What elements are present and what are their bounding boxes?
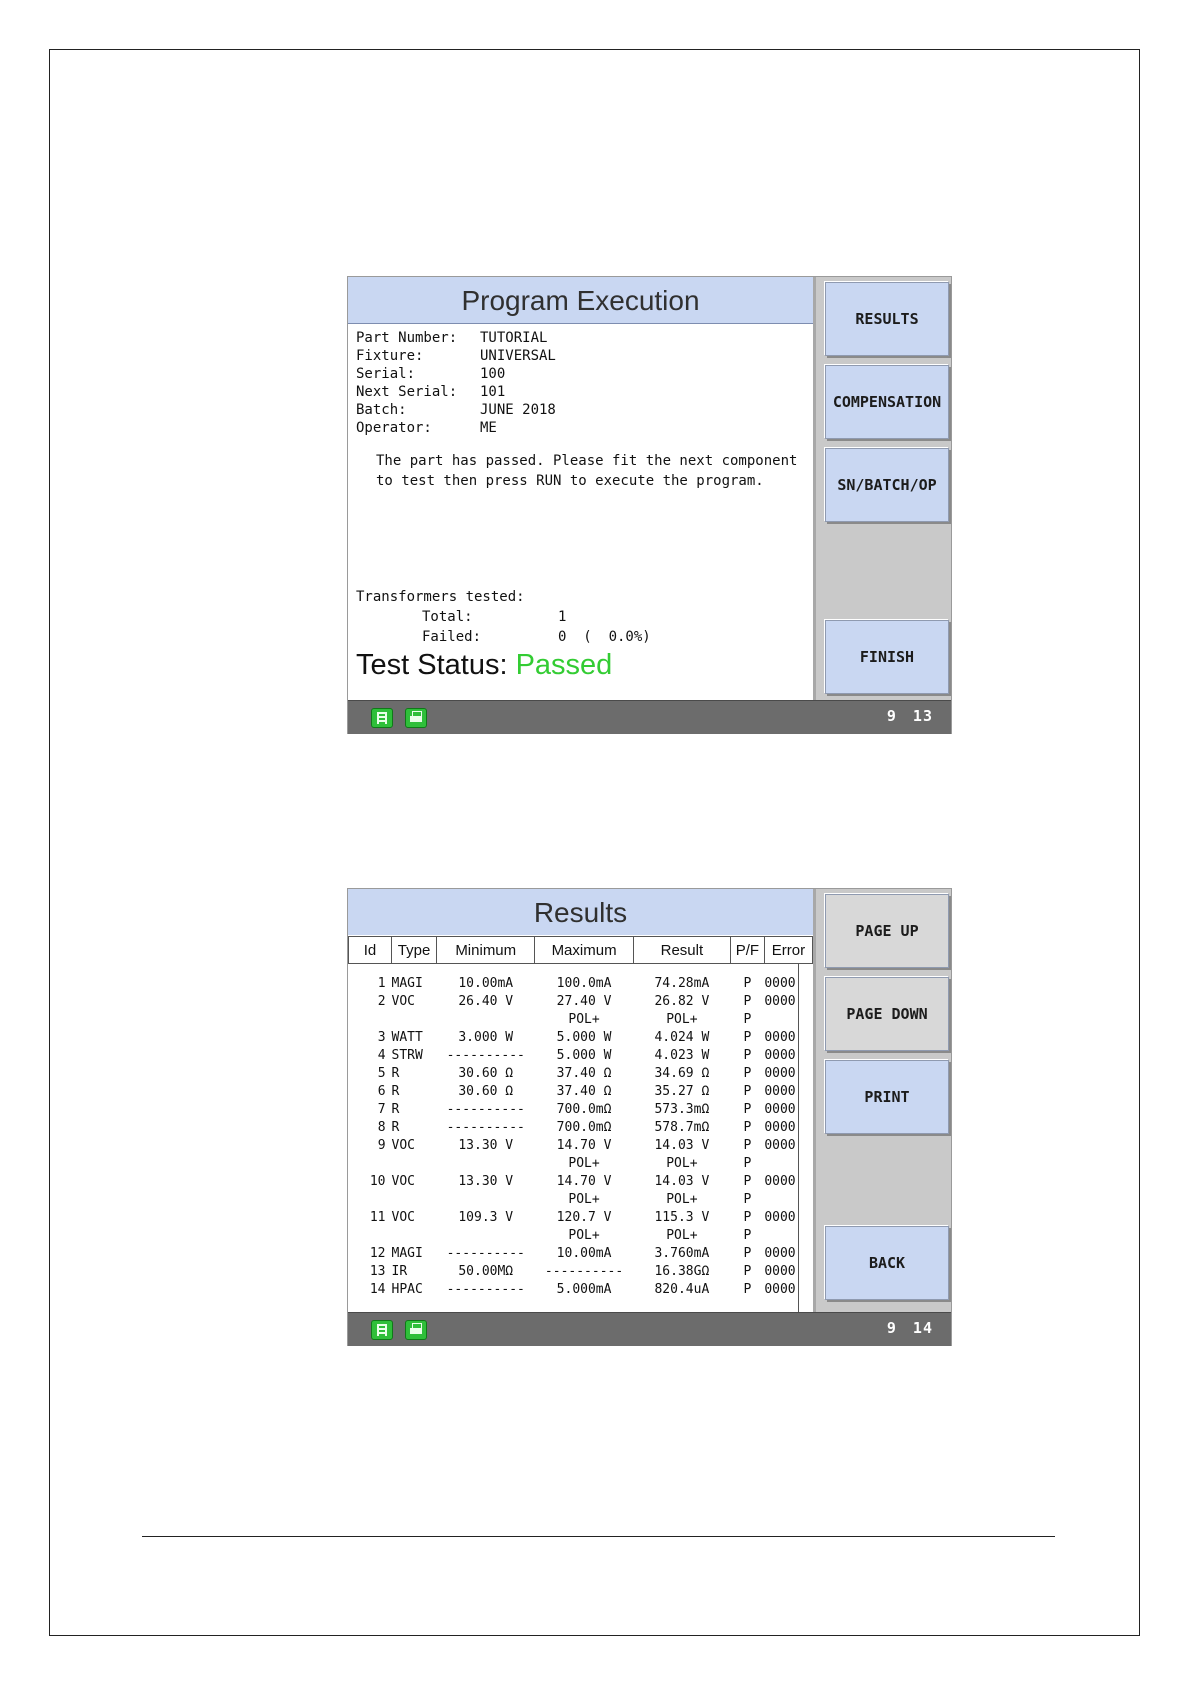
main-panel [348, 277, 816, 700]
cell-pf: P [743, 975, 752, 991]
info-value: 100 [480, 366, 506, 382]
cell-min [437, 1154, 535, 1172]
cell-max: POL+ [568, 1227, 600, 1243]
cell-pf: P [743, 1155, 752, 1171]
footer-rule [142, 1536, 1055, 1537]
cell-max: 120.7 V [556, 1209, 612, 1225]
table-row [349, 1010, 813, 1028]
cell-pf: P [743, 1209, 752, 1225]
cell-type: VOC [391, 1173, 415, 1189]
cell-error [764, 1154, 812, 1172]
message-line: to test then press RUN to execute the program. [376, 473, 764, 489]
cell-min: ---------- [446, 1047, 525, 1063]
printer-icon[interactable] [405, 1320, 427, 1340]
total-label: Total: [422, 609, 473, 625]
cell-error: 0000 [764, 1281, 796, 1297]
test-status-label: Test Status: [356, 649, 508, 681]
cell-type: STRW [391, 1047, 423, 1063]
cell-result: 3.760mA [654, 1245, 710, 1261]
cell-pf: P [743, 1011, 752, 1027]
side-button-panel [816, 277, 953, 700]
table-row [349, 1208, 813, 1226]
failed-row [356, 627, 651, 647]
info-label: Next Serial: [356, 384, 458, 400]
cell-min: 109.3 V [458, 1209, 514, 1225]
cell-result: 578.7mΩ [654, 1119, 710, 1135]
cell-min: ---------- [446, 1245, 525, 1261]
cell-type: R [391, 1101, 400, 1117]
cell-type: R [391, 1065, 400, 1081]
table-row [349, 1226, 813, 1244]
cell-id [349, 1226, 392, 1244]
cell-max: 14.70 V [556, 1173, 612, 1189]
cell-max: 5.000 W [556, 1029, 612, 1045]
cell-result: 74.28mA [654, 975, 710, 991]
cell-min: ---------- [446, 1119, 525, 1135]
cell-max: 37.40 Ω [556, 1083, 612, 1099]
compensation-button[interactable]: COMPENSATION [825, 365, 949, 439]
cell-error: 0000 [764, 1173, 796, 1189]
table-row [349, 1082, 813, 1100]
cell-id: 13 [369, 1263, 386, 1279]
info-label: Operator: [356, 420, 432, 436]
cell-max: POL+ [568, 1191, 600, 1207]
cell-pf: P [743, 1281, 752, 1297]
info-value: UNIVERSAL [480, 348, 556, 364]
cell-error: 0000 [764, 1209, 796, 1225]
cell-id: 10 [369, 1173, 386, 1189]
cell-max: 14.70 V [556, 1137, 612, 1153]
cell-max: 700.0mΩ [556, 1119, 612, 1135]
cell-max: 5.000 W [556, 1047, 612, 1063]
table-row [349, 1190, 813, 1208]
cell-result: 26.82 V [654, 993, 710, 1009]
status-bar-numbers: 9 13 [886, 707, 933, 725]
cell-max: 5.000mA [556, 1281, 612, 1297]
table-row [349, 1136, 813, 1154]
cell-pf: P [743, 1047, 752, 1063]
info-row-serial [356, 365, 556, 383]
table-spacer [349, 964, 813, 975]
cell-result: POL+ [666, 1191, 698, 1207]
cell-result: 820.4uA [654, 1281, 710, 1297]
cell-id: 3 [377, 1029, 386, 1045]
cell-error [764, 1190, 812, 1208]
info-row-next-serial [356, 383, 556, 401]
cell-pf: P [743, 1119, 752, 1135]
column-header-minimum: Minimum [437, 937, 535, 964]
cell-type [392, 1010, 437, 1028]
cell-type: IR [391, 1263, 408, 1279]
table-row [349, 1100, 813, 1118]
cell-min: ---------- [446, 1101, 525, 1117]
info-label: Serial: [356, 366, 416, 382]
cell-result: POL+ [666, 1227, 698, 1243]
side-button-panel [816, 889, 953, 1312]
cell-pf: P [743, 1227, 752, 1243]
info-row-part-number [356, 329, 556, 347]
cell-pf: P [743, 1245, 752, 1261]
transformers-label: Transformers tested: [356, 589, 525, 605]
table-scroll-divider [798, 963, 799, 1312]
cell-type: R [391, 1083, 400, 1099]
cell-error [764, 1226, 812, 1244]
cell-min: 13.30 V [458, 1173, 514, 1189]
cell-error: 0000 [764, 975, 796, 991]
cell-id [349, 1190, 392, 1208]
cell-type: HPAC [391, 1281, 423, 1297]
cell-pf: P [743, 1173, 752, 1189]
table-row [349, 992, 813, 1010]
failed-label: Failed: [422, 629, 482, 645]
table-row [349, 1046, 813, 1064]
column-header-id: Id [349, 937, 392, 964]
status-message [376, 451, 797, 491]
info-row-operator [356, 419, 556, 437]
column-header-pf: P/F [731, 937, 765, 964]
cell-pf: P [743, 1065, 752, 1081]
cell-min [437, 1010, 535, 1028]
cell-result: POL+ [666, 1011, 698, 1027]
cell-id [349, 1010, 392, 1028]
status-bar-numbers: 9 14 [886, 1319, 933, 1337]
screen-title: Results [348, 889, 813, 935]
results-body [349, 964, 813, 1299]
cell-result: POL+ [666, 1155, 698, 1171]
cell-max: POL+ [568, 1011, 600, 1027]
info-value: JUNE 2018 [480, 402, 556, 418]
cell-error [764, 1010, 812, 1028]
column-header-type: Type [392, 937, 437, 964]
table-row [349, 1280, 813, 1298]
cell-type: WATT [391, 1029, 423, 1045]
table-row [349, 1244, 813, 1262]
cell-error: 0000 [764, 1047, 796, 1063]
cell-id: 7 [377, 1101, 386, 1117]
cell-max: 700.0mΩ [556, 1101, 612, 1117]
cell-id: 12 [369, 1245, 386, 1261]
cell-error: 0000 [764, 1263, 796, 1279]
cell-min: 13.30 V [458, 1137, 514, 1153]
cell-error: 0000 [764, 1083, 796, 1099]
info-label: Batch: [356, 402, 407, 418]
results-table [348, 936, 813, 1298]
info-label: Fixture: [356, 348, 424, 364]
status-bar [348, 1312, 951, 1346]
cell-id: 1 [377, 975, 386, 991]
cell-result: 34.69 Ω [654, 1065, 710, 1081]
failed-value: 0 ( 0.0%) [558, 629, 651, 645]
cell-error: 0000 [764, 1245, 796, 1261]
cell-result: 4.024 W [654, 1029, 710, 1045]
column-header-result: Result [633, 937, 730, 964]
printer-icon[interactable] [405, 708, 427, 728]
table-row [349, 1064, 813, 1082]
cell-result: 573.3mΩ [654, 1101, 710, 1117]
transformers-summary [356, 587, 651, 647]
cell-max: 37.40 Ω [556, 1065, 612, 1081]
cell-error: 0000 [764, 1029, 796, 1045]
cell-type: MAGI [391, 1245, 423, 1261]
main-panel [348, 889, 816, 1312]
cell-pf: P [743, 1083, 752, 1099]
cell-id: 5 [377, 1065, 386, 1081]
cell-pf: P [743, 1137, 752, 1153]
screen-title: Program Execution [348, 277, 813, 324]
cell-min: 50.00MΩ [458, 1263, 514, 1279]
cell-max: 100.0mA [556, 975, 612, 991]
table-row [349, 1118, 813, 1136]
info-value: ME [480, 420, 497, 436]
cell-id: 8 [377, 1119, 386, 1135]
back-button[interactable]: BACK [825, 1226, 949, 1300]
column-header-error: Error [764, 937, 812, 964]
cell-min: 30.60 Ω [458, 1083, 514, 1099]
cell-min: 10.00mA [458, 975, 514, 991]
cell-result: 16.38GΩ [654, 1263, 710, 1279]
info-row-batch [356, 401, 556, 419]
cell-min: ---------- [446, 1281, 525, 1297]
page-down-button[interactable]: PAGE DOWN [825, 977, 949, 1051]
cell-pf: P [743, 1101, 752, 1117]
message-line: The part has passed. Please fit the next component [376, 453, 798, 469]
page-up-button[interactable]: PAGE UP [825, 894, 949, 968]
cell-id: 6 [377, 1083, 386, 1099]
cell-type: MAGI [391, 975, 423, 991]
cell-result: 115.3 V [654, 1209, 710, 1225]
cell-max: POL+ [568, 1155, 600, 1171]
info-row-fixture [356, 347, 556, 365]
cell-min: 26.40 V [458, 993, 514, 1009]
cell-id: 11 [369, 1209, 386, 1225]
cell-error: 0000 [764, 1101, 796, 1117]
cell-max: ---------- [544, 1263, 624, 1279]
table-row [349, 1172, 813, 1190]
cell-max: 27.40 V [556, 993, 612, 1009]
info-value: 101 [480, 384, 506, 400]
cell-error: 0000 [764, 1065, 796, 1081]
cell-min: 30.60 Ω [458, 1065, 514, 1081]
info-label: Part Number: [356, 330, 458, 346]
table-row [349, 1154, 813, 1172]
cell-type: VOC [391, 1209, 415, 1225]
program-execution-screen [347, 276, 952, 734]
cell-id: 2 [377, 993, 386, 1009]
cell-type: R [391, 1119, 400, 1135]
cell-result: 4.023 W [654, 1047, 710, 1063]
finish-button[interactable]: FINISH [825, 620, 949, 694]
total-value: 1 [558, 609, 567, 625]
column-header-maximum: Maximum [535, 937, 633, 964]
cell-min [437, 1226, 535, 1244]
cell-type [392, 1190, 437, 1208]
results-screen [347, 888, 952, 1346]
cell-min [437, 1190, 535, 1208]
cell-min: 3.000 W [458, 1029, 514, 1045]
sn-batch-op-button[interactable]: SN/BATCH/OP [825, 448, 949, 522]
table-row [349, 974, 813, 992]
cell-error: 0000 [764, 1137, 796, 1153]
table-row [349, 1262, 813, 1280]
test-status-value: Passed [515, 649, 613, 681]
list-icon[interactable] [371, 1320, 393, 1340]
cell-id: 4 [377, 1047, 386, 1063]
info-value: TUTORIAL [480, 330, 548, 346]
cell-type: VOC [391, 1137, 415, 1153]
cell-pf: P [743, 993, 752, 1009]
cell-error: 0000 [764, 993, 796, 1009]
cell-id: 9 [377, 1137, 386, 1153]
test-status [356, 649, 612, 682]
cell-pf: P [743, 1191, 752, 1207]
cell-result: 14.03 V [654, 1137, 710, 1153]
total-row [356, 607, 651, 627]
cell-result: 14.03 V [654, 1173, 710, 1189]
cell-max: 10.00mA [556, 1245, 612, 1261]
cell-error: 0000 [764, 1119, 796, 1135]
status-bar [348, 700, 951, 734]
cell-type: VOC [391, 993, 415, 1009]
cell-type [392, 1154, 437, 1172]
cell-pf: P [743, 1263, 752, 1279]
results-button[interactable]: RESULTS [825, 282, 949, 356]
table-header [349, 937, 813, 964]
print-button[interactable]: PRINT [825, 1060, 949, 1134]
cell-id [349, 1154, 392, 1172]
cell-pf: P [743, 1029, 752, 1045]
table-row [349, 1028, 813, 1046]
cell-id: 14 [369, 1281, 386, 1297]
cell-type [392, 1226, 437, 1244]
cell-result: 35.27 Ω [654, 1083, 710, 1099]
info-block [356, 329, 556, 437]
list-icon[interactable] [371, 708, 393, 728]
